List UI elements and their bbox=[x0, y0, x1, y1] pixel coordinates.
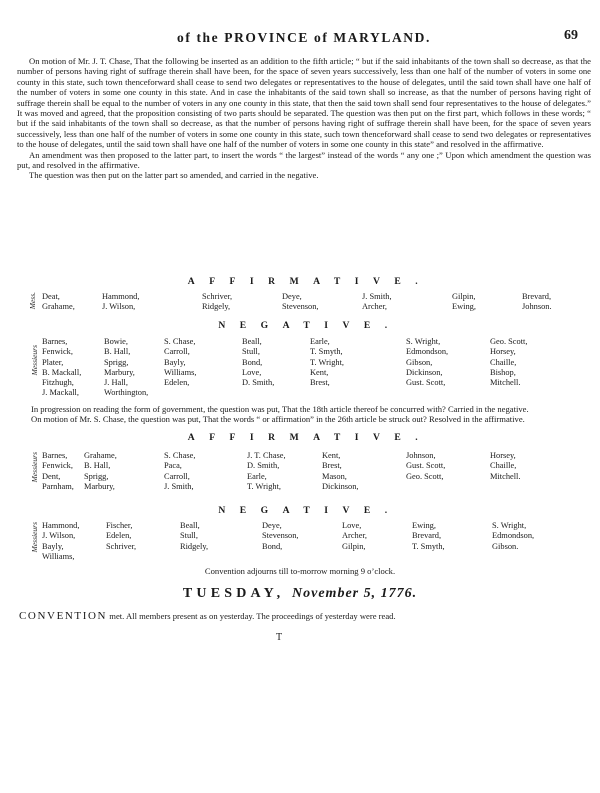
member-name: Chaille, bbox=[490, 357, 517, 367]
vote2-affirmative-heading: AFFIRMATIVE. bbox=[187, 432, 433, 443]
name-column bbox=[164, 337, 196, 388]
name-column bbox=[247, 451, 286, 492]
paragraph-18th-article: In progression on reading the form of government, the question was put, That the 18th article thereof be concurred with? Carried in the negative. bbox=[31, 404, 529, 414]
name-column bbox=[282, 292, 319, 313]
name-column bbox=[322, 451, 359, 492]
member-name: Fischer, bbox=[106, 521, 133, 530]
member-name: Brest, bbox=[310, 378, 330, 388]
member-name: S. Wright, bbox=[406, 337, 441, 346]
member-name: Dickinson, bbox=[406, 367, 443, 377]
member-name: S. Wright, bbox=[492, 521, 527, 530]
member-name: Ridgely, bbox=[180, 541, 209, 551]
name-column bbox=[412, 521, 445, 552]
member-name: Gust. Scott, bbox=[406, 461, 446, 471]
member-name: T. Wright, bbox=[310, 357, 345, 367]
member-name: Marbury, bbox=[104, 367, 135, 377]
member-name: Beall, bbox=[180, 521, 200, 530]
member-name: Fenwick, bbox=[42, 461, 73, 471]
member-name: J. Wilson, bbox=[42, 531, 76, 541]
paragraph-amendment: An amendment was then proposed to the latter part, to insert the words “ the largest” instead of the words “ any one ;” Upon which amendment the question was put, and resolved in the affirmative. bbox=[17, 149, 591, 171]
member-name: Geo. Scott, bbox=[490, 337, 528, 346]
member-name: Edmondson, bbox=[406, 347, 449, 357]
closing-lead-word: CONVENTION bbox=[19, 610, 108, 622]
member-name: Fitzhugh, bbox=[42, 378, 74, 388]
vote2-affirmative-side-label: Messieurs bbox=[30, 452, 39, 483]
member-name: Bond, bbox=[262, 541, 283, 551]
member-name: Brevard, bbox=[412, 531, 442, 541]
middle-paragraphs bbox=[19, 404, 591, 425]
running-header bbox=[30, 30, 578, 46]
member-name: Mitchell. bbox=[490, 378, 521, 388]
name-column bbox=[242, 337, 274, 388]
member-name: Johnson. bbox=[522, 302, 552, 312]
member-name: Deat, bbox=[42, 292, 60, 301]
member-name: Fenwick, bbox=[42, 347, 73, 357]
member-name: B. Hall, bbox=[84, 461, 111, 471]
member-name: T. Smyth, bbox=[310, 347, 343, 357]
name-column bbox=[310, 337, 344, 388]
member-name: J. T. Chase, bbox=[247, 451, 286, 460]
vote1-negative-side-label: Messieurs bbox=[30, 345, 39, 376]
member-name: Gibson. bbox=[492, 541, 519, 551]
day-name: TUESDAY, bbox=[182, 586, 285, 601]
member-name: Bishop, bbox=[490, 367, 516, 377]
member-name: Bowie, bbox=[104, 337, 128, 346]
member-name: Sprigg, bbox=[104, 357, 129, 367]
member-name: Horsey, bbox=[490, 347, 516, 357]
member-name: T. Wright, bbox=[247, 481, 282, 491]
member-name: J. Smith, bbox=[164, 481, 194, 491]
member-name: Carroll, bbox=[164, 471, 190, 481]
member-name: Deye, bbox=[282, 292, 302, 301]
name-column bbox=[490, 337, 527, 388]
name-column bbox=[164, 451, 195, 492]
name-column bbox=[490, 451, 520, 482]
name-column bbox=[492, 521, 534, 552]
member-name: Brest, bbox=[322, 461, 342, 471]
paragraph-chase-motion: On motion of Mr. J. T. Chase, That the following be inserted as an addition to the fifth article; “ but if the said inhabitants of the town shall so decrease, as that the number of persons having right of suffrage therein shall have been, for the space of seven years successively, less than one half of the number of voters in some one county in this state, such town thenceforward shall cease to send two delegates or representatives to the house of delegates, until the said town shall have one half of the number of voters in some one county in this state. And in case the inhabitants of the said town shall so increase, as that the number of persons having right of suffrage therein shall be equal to the number of voters in any one county in this state, that then the said town shall send four representatives to the house of delegates.” It was moved and agreed, that the proposition consisting of two parts should be separated. The question was then put on the first part, which follows in these words; “ but if the said inhabitants of the town shall so decrease, as that the number of persons having right of suffrage therein shall have been, for the space of seven years successively, less than one half of the number of voters in some one county in this state, such town thenceforward shall cease to send two delegates or representatives to the house of delegates, until the said town shall have one half of the number of voters in some one county in this state” and resolved in the affirmative. bbox=[17, 56, 591, 150]
member-name: Stull, bbox=[180, 531, 198, 541]
name-column bbox=[202, 292, 232, 313]
paragraph-question: The question was then put on the latter part so amended, and carried in the negative. bbox=[29, 170, 319, 181]
name-column bbox=[406, 451, 445, 482]
closing-text: met. All members present as on yesterday. The proceedings of yesterday were read. bbox=[109, 611, 396, 621]
member-name: Brevard, bbox=[522, 292, 552, 301]
member-name: Williams, bbox=[42, 551, 75, 561]
day-date: November 5, 1776. bbox=[292, 586, 418, 601]
member-name: Grahame, bbox=[42, 302, 75, 312]
member-name: Gust. Scott, bbox=[406, 378, 446, 388]
member-name: B. Hall, bbox=[104, 347, 131, 357]
member-name: Love, bbox=[242, 367, 262, 377]
member-name: Schriver, bbox=[106, 541, 137, 551]
page-number: 69 bbox=[564, 28, 578, 43]
member-name: S. Chase, bbox=[164, 337, 196, 346]
name-column bbox=[106, 521, 136, 552]
name-column bbox=[42, 521, 79, 562]
vote1-affirmative-heading: AFFIRMATIVE. bbox=[187, 276, 433, 287]
member-name: Plater, bbox=[42, 357, 64, 367]
member-name: Bayly, bbox=[164, 357, 186, 367]
vote2-negative-side-label: Messieurs bbox=[30, 522, 39, 553]
member-name: Gibson, bbox=[406, 357, 433, 367]
member-name: Deye, bbox=[262, 521, 282, 530]
member-name: D. Smith, bbox=[247, 461, 280, 471]
member-name: Stull, bbox=[242, 347, 260, 357]
motion-paragraphs bbox=[17, 56, 591, 181]
member-name: Worthington, bbox=[104, 388, 149, 398]
name-column bbox=[102, 292, 139, 313]
member-name: Paca, bbox=[164, 461, 182, 471]
name-column bbox=[342, 521, 367, 552]
member-name: D. Smith, bbox=[242, 378, 275, 388]
member-name: Kent, bbox=[310, 367, 329, 377]
page-title: of the PROVINCE of MARYLAND. bbox=[177, 30, 431, 45]
member-name: Earle, bbox=[247, 471, 267, 481]
member-name: Edelen, bbox=[164, 378, 190, 388]
member-name: Edelen, bbox=[106, 531, 132, 541]
member-name: T. Smyth, bbox=[412, 541, 445, 551]
member-name: J. Hall, bbox=[104, 378, 128, 388]
member-name: Barnes, bbox=[42, 451, 68, 460]
member-name: Mason, bbox=[322, 471, 347, 481]
member-name: Parnham, bbox=[42, 481, 74, 491]
member-name: Schriver, bbox=[202, 292, 233, 301]
member-name: J. Mackall, bbox=[42, 388, 79, 398]
member-name: Geo. Scott, bbox=[406, 471, 444, 481]
member-name: Sprigg, bbox=[84, 471, 109, 481]
member-name: Horsey, bbox=[490, 451, 516, 460]
member-name: B. Mackall, bbox=[42, 367, 82, 377]
member-name: S. Chase, bbox=[164, 451, 196, 460]
name-column bbox=[42, 292, 75, 313]
name-column bbox=[84, 451, 117, 492]
member-name: Love, bbox=[342, 521, 362, 530]
member-name: J. Smith, bbox=[362, 292, 392, 301]
member-name: Chaille, bbox=[490, 461, 517, 471]
member-name: Edmondson, bbox=[492, 531, 535, 541]
member-name: Kent, bbox=[322, 451, 341, 460]
member-name: Beall, bbox=[242, 337, 262, 346]
member-name: Grahame, bbox=[84, 451, 117, 460]
name-column bbox=[362, 292, 392, 313]
paragraph-affirmation-motion: On motion of Mr. S. Chase, the question was put, That the words “ or affirmation” in the 26th article be struck out? Resolved in the affirmative. bbox=[31, 414, 525, 425]
member-name: Mitchell. bbox=[490, 471, 521, 481]
vote1-affirmative-side-label: Mess. bbox=[28, 292, 37, 310]
member-name: Marbury, bbox=[84, 481, 115, 491]
member-name: Stevenson, bbox=[262, 531, 299, 541]
member-name: Ridgely, bbox=[202, 302, 231, 312]
name-column bbox=[522, 292, 552, 313]
member-name: Dickinson, bbox=[322, 481, 359, 491]
member-name: Barnes, bbox=[42, 337, 68, 346]
member-name: Carroll, bbox=[164, 347, 190, 357]
name-column bbox=[180, 521, 208, 552]
name-column bbox=[42, 451, 74, 492]
day-heading bbox=[0, 586, 600, 602]
member-name: Stevenson, bbox=[282, 302, 319, 312]
vote1-negative-heading: NEGATIVE. bbox=[218, 320, 402, 331]
member-name: J. Wilson, bbox=[102, 302, 136, 312]
member-name: Archer, bbox=[362, 302, 388, 312]
member-name: Gilpin, bbox=[452, 292, 476, 301]
member-name: Johnson, bbox=[406, 451, 436, 460]
member-name: Archer, bbox=[342, 531, 368, 541]
signature-mark: T bbox=[276, 632, 283, 643]
name-column bbox=[42, 337, 81, 399]
member-name: Dent, bbox=[42, 471, 61, 481]
member-name: Williams, bbox=[164, 367, 197, 377]
member-name: Hammond, bbox=[42, 521, 80, 530]
member-name: Earle, bbox=[310, 337, 330, 346]
name-column bbox=[262, 521, 299, 552]
adjournment-line: Convention adjourns till to-morrow morning 9 o’clock. bbox=[204, 566, 396, 576]
name-column bbox=[104, 337, 148, 399]
member-name: Hammond, bbox=[102, 292, 140, 301]
name-column bbox=[406, 337, 448, 388]
member-name: Ewing, bbox=[452, 302, 476, 312]
name-column bbox=[452, 292, 476, 313]
vote2-negative-heading: NEGATIVE. bbox=[218, 505, 402, 516]
closing-paragraph bbox=[19, 611, 591, 621]
member-name: Bayly, bbox=[42, 541, 64, 551]
member-name: Gilpin, bbox=[342, 541, 366, 551]
member-name: Ewing, bbox=[412, 521, 436, 530]
member-name: Bond, bbox=[242, 357, 263, 367]
